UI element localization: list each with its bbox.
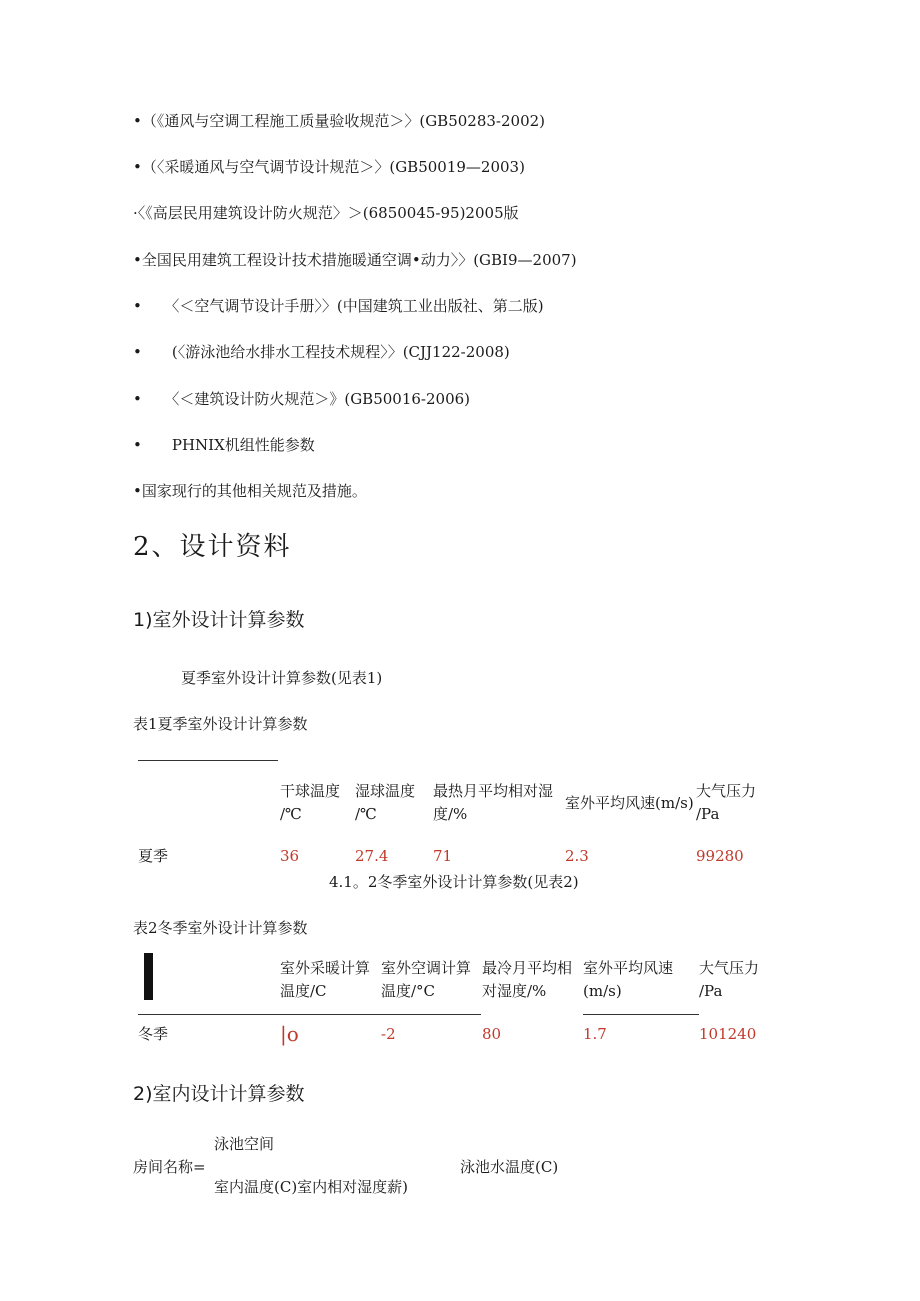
table1-header-wind: 室外平均风速(m/s)	[565, 794, 694, 812]
reference-item: •国家现行的其他相关规范及措施。	[133, 482, 367, 500]
table1-cell: 27.4	[355, 847, 389, 865]
table2-cell: 80	[482, 1025, 502, 1043]
table2-cell: |o	[280, 1022, 299, 1046]
reference-item: •（〈采暖通风与空气调节设计规范＞〉(GB50019—2003)	[133, 158, 525, 176]
table2-header-ac-unit: 温度/°C	[381, 982, 436, 1000]
section-heading: 2、设计资料	[133, 532, 292, 562]
table1-row-label: 夏季	[138, 847, 169, 865]
winter-intro: 4.1。2冬季室外设计计算参数(见表2)	[329, 873, 579, 891]
reference-item: • (〈游泳池给水排水工程技术规程〉〉(CJJ122-2008)	[133, 343, 510, 361]
table1-cell: 99280	[696, 847, 744, 865]
table1-header-dry-bulb: 干球温度	[280, 782, 341, 800]
table1-header-pressure: 大气压力	[696, 782, 757, 800]
indoor-heading: 2)室内设计计算参数	[133, 1083, 305, 1105]
table2-header-wind: 室外平均风速	[583, 959, 674, 977]
table2-caption: 表2冬季室外设计计算参数	[133, 919, 308, 937]
reference-item: • 〈＜空气调节设计手册〉〉(中国建筑工业出版社、第二版)	[133, 297, 544, 315]
indoor-params-label: 室内温度(C)室内相对湿度薪)	[214, 1178, 409, 1196]
table-rule	[138, 1014, 481, 1015]
table1-header-dry-bulb-unit: /℃	[280, 805, 302, 823]
pool-space-label: 泳池空间	[214, 1135, 275, 1153]
table2-header-ac: 室外空调计算	[381, 959, 472, 977]
table1-header-pressure-unit: /Pa	[696, 805, 720, 823]
table1-header-humidity-unit: 度/%	[433, 805, 468, 823]
reference-item: • 〈＜建筑设计防火规范＞》(GB50016-2006)	[133, 390, 471, 408]
table2-row-label: 冬季	[138, 1025, 169, 1043]
table1-header-humidity: 最热月平均相对湿	[433, 782, 554, 800]
table2-header-heating: 室外采暖计算	[280, 959, 371, 977]
reference-item: •全国民用建筑工程设计技术措施暖通空调•动力〉〉(GBI9—2007)	[133, 251, 577, 269]
table1-cell: 36	[280, 847, 300, 865]
outdoor-heading: 1)室外设计计算参数	[133, 609, 305, 631]
table2-header-pressure: 大气压力	[699, 959, 760, 977]
water-temp-label: 泳池水温度(C)	[460, 1158, 559, 1176]
reference-item: • PHNIX机组性能参数	[133, 436, 315, 454]
summer-intro: 夏季室外设计计算参数(见表1)	[181, 669, 383, 687]
table2-header-heating-unit: 温度/C	[280, 982, 327, 1000]
table2-cell: -2	[381, 1025, 396, 1043]
table2-header-humidity: 最冷月平均相	[482, 959, 573, 977]
table1-header-wet-bulb-unit: /℃	[355, 805, 377, 823]
room-name-label: 房间名称=	[133, 1158, 206, 1176]
table-rule	[138, 760, 278, 761]
black-bar	[144, 953, 153, 1000]
table1-cell: 2.3	[565, 847, 589, 865]
table1-caption: 表1夏季室外设计计算参数	[133, 715, 308, 733]
table2-cell: 1.7	[583, 1025, 607, 1043]
table-rule	[583, 1014, 699, 1015]
table2-header-humidity-unit: 对湿度/%	[482, 982, 547, 1000]
reference-item: •（《通风与空调工程施工质量验收规范＞〉(GB50283-2002)	[133, 112, 546, 130]
table2-header-pressure-unit: /Pa	[699, 982, 723, 1000]
table1-cell: 71	[433, 847, 453, 865]
reference-item: ·〈《高层民用建筑设计防火规范〉＞(6850045-95)2005版	[133, 204, 519, 222]
table1-header-wet-bulb: 湿球温度	[355, 782, 416, 800]
table2-cell: 101240	[699, 1025, 757, 1043]
table2-header-wind-unit: (m/s)	[583, 982, 622, 1000]
